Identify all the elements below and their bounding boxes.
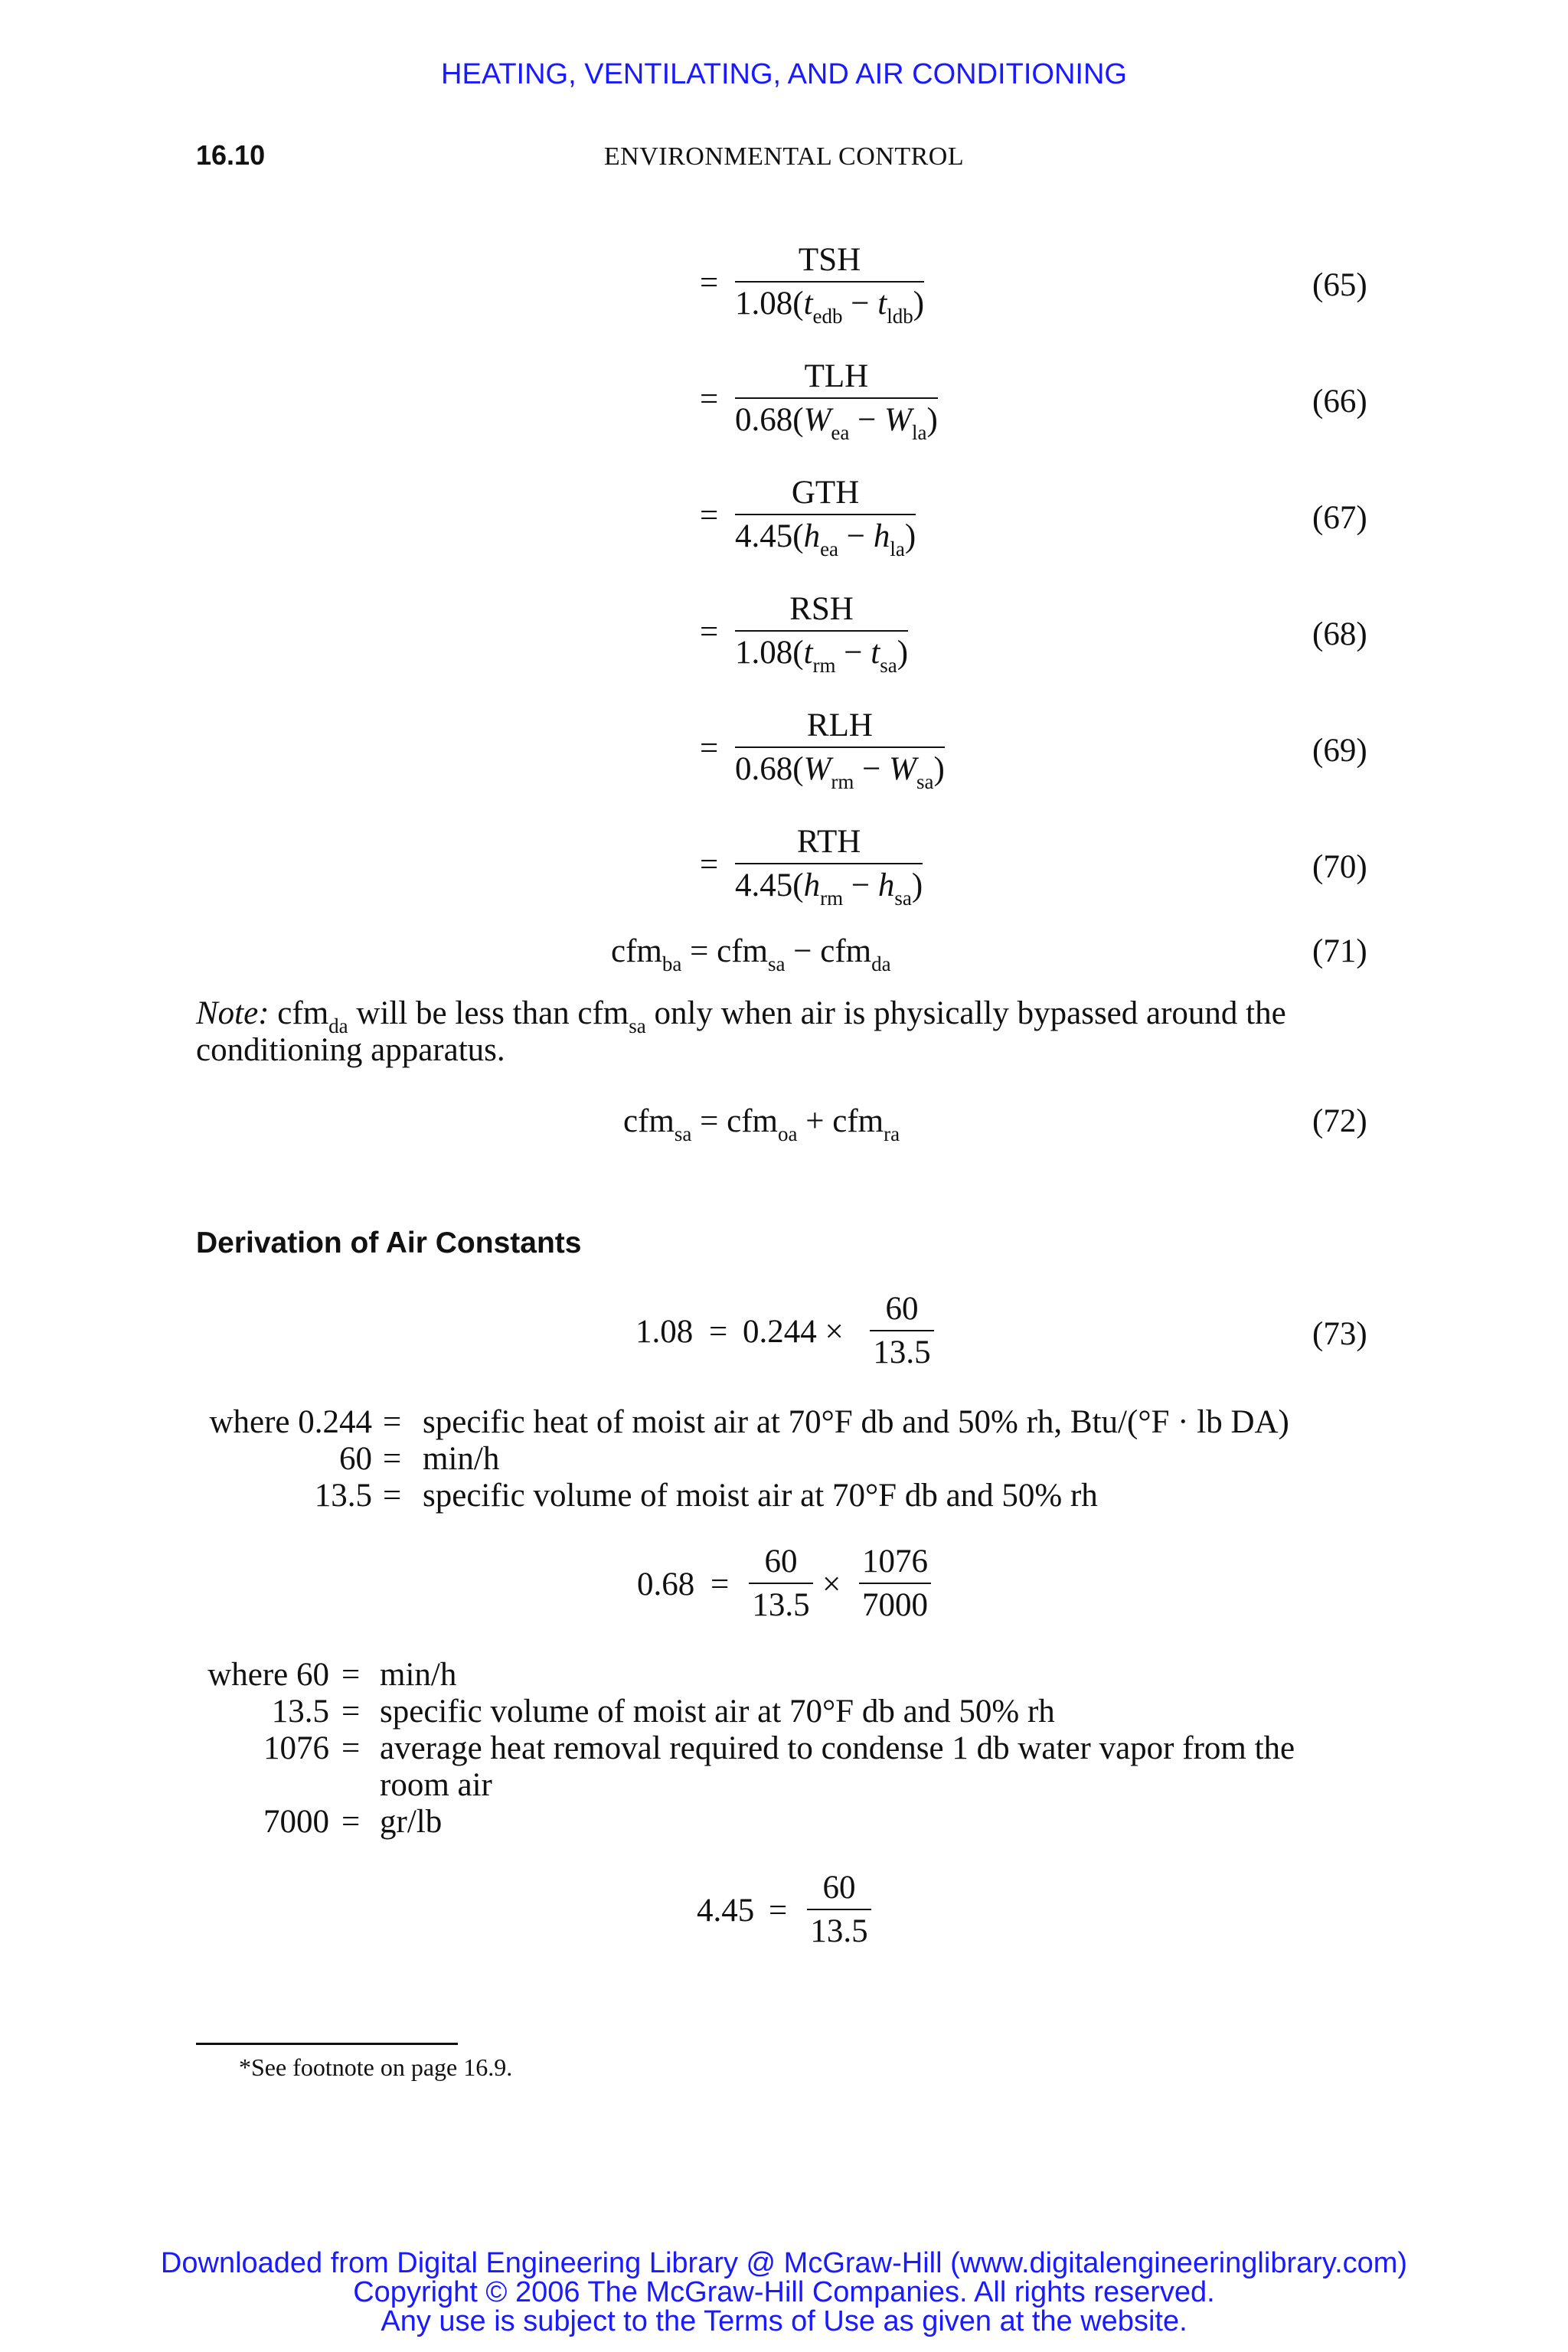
eq445-fraction: 60 13.5 [807,1871,871,1948]
footnote: *See footnote on page 16.9. [239,2053,513,2081]
equation-fraction [735,242,925,328]
fraction-denominator: $0.68(W_{rm} - W_{sa})$ [735,751,945,793]
equation-fraction [735,707,945,793]
footer-line-2: Copyright © 2006 The McGraw-Hill Companies. All rights reserved. [353,2276,1215,2308]
equation-number-72: (72) [1312,1103,1367,1139]
equation-fraction [735,475,916,560]
fraction-numerator: RSH [789,591,854,627]
eq73-equals: = [709,1314,728,1350]
eq73-lhs: 1.08 [635,1314,694,1350]
section-heading: Derivation of Air Constants [196,1227,582,1259]
fraction-denominator: $4.45(h_{ea} - h_{la})$ [735,518,916,560]
fraction-denominator: $0.68(W_{ea} - W_{la})$ [735,402,938,444]
equation-number: (68) [1312,616,1367,652]
eq068-times: × [822,1566,841,1602]
footer-line-3: Any use is subject to the Terms of Use as given at the website. [381,2305,1187,2337]
equals-sign: = [700,847,719,883]
equation-number: (70) [1312,849,1367,885]
eq068-fraction-1: 60 13.5 [749,1545,813,1622]
fraction-denominator: $4.45(h_{rm} - h_{sa})$ [735,867,923,910]
equation-fraction [735,824,923,910]
equals-sign: = [700,381,719,417]
eq73-fraction: 60 13.5 [870,1292,934,1369]
top-banner: HEATING, VENTILATING, AND AIR CONDITIONING [441,58,1127,90]
equation-number-73: (73) [1312,1316,1367,1352]
eq445-equals: = [769,1893,788,1929]
equation-fraction [735,591,909,677]
eq445-lhs: 4.45 [697,1893,755,1929]
equation-number: (65) [1312,267,1367,303]
fraction-numerator: RTH [796,824,861,860]
equation-number-71: (71) [1312,933,1367,969]
note-paragraph: Note: cfm$_{da}$ will be less than cfm$_{sa}$ only when air is physically bypassed around the conditioning apparatus. [196,995,1286,1068]
equation-71: cfm$_{ba}$ = cfm$_{sa}$ − cfm$_{da}$ [611,933,891,975]
footer-line-1: Downloaded from Digital Engineering Library @ McGraw-Hill (www.digitalengineeringlibrary.com) [160,2247,1408,2279]
fraction-numerator: GTH [791,475,860,511]
running-head: ENVIRONMENTAL CONTROL [603,142,965,171]
equation-number: (67) [1312,500,1367,536]
fraction-denominator: $1.08(t_{edb} - t_{ldb})$ [735,286,925,328]
fraction-numerator: TLH [804,358,869,394]
equals-sign: = [700,614,719,650]
eq068-lhs: 0.68 [637,1566,695,1602]
fraction-numerator: TSH [798,242,861,278]
page-number: 16.10 [196,139,266,171]
eq73-mid: 0.244 × [743,1314,844,1350]
equals-sign: = [700,265,719,301]
equals-sign: = [700,498,719,534]
fraction-numerator: RLH [806,707,873,743]
fraction-denominator: $1.08(t_{rm} - t_{sa})$ [735,635,909,677]
footnote-rule [196,2043,458,2045]
equation-number: (69) [1312,733,1367,769]
equation-72: cfm$_{sa}$ = cfm$_{oa}$ + cfm$_{ra}$ [623,1103,900,1145]
eq068-equals: = [710,1566,730,1602]
equals-sign: = [700,730,719,766]
equation-number: (66) [1312,384,1367,420]
equation-fraction [735,358,938,444]
eq068-fraction-2: 1076 7000 [859,1545,931,1622]
